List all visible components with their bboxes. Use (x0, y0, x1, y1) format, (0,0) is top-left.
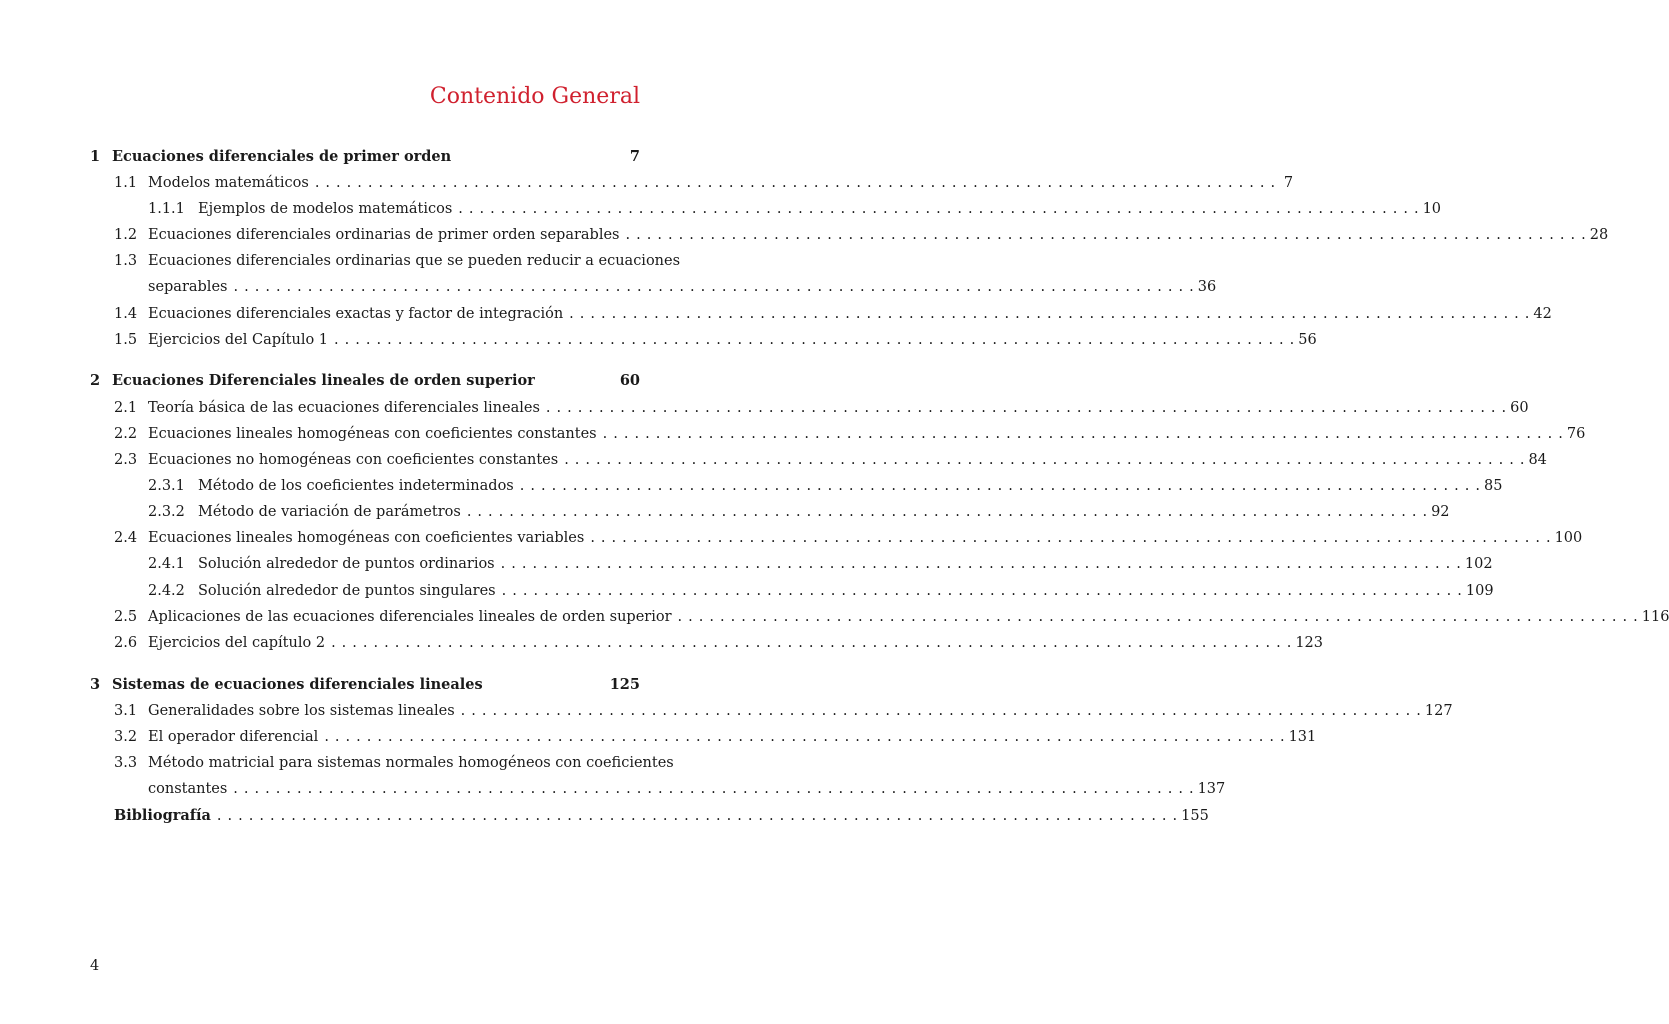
toc-page-number: 85 (1484, 478, 1503, 494)
toc-dot-leader (678, 604, 1638, 630)
toc-title: Ecuaciones lineales homogéneas con coeficientes constantes (148, 426, 597, 442)
toc-number: 1.1.1 (148, 201, 185, 217)
toc-title: separables (148, 279, 228, 295)
toc-page-number: 131 (1288, 729, 1317, 745)
toc-page-number: 28 (1589, 227, 1609, 243)
toc-page-number: 84 (1528, 452, 1547, 468)
toc-title: Ejemplos de modelos matemáticos (198, 201, 453, 217)
toc-page-number: 109 (1465, 583, 1494, 599)
toc-number: 1.3 (114, 253, 138, 269)
toc-entry (114, 724, 1317, 750)
toc-title: Teoría básica de las ecuaciones diferenciales lineales (148, 400, 540, 416)
toc-dot-leader (569, 301, 1529, 327)
toc-number: 2.3 (114, 452, 138, 468)
toc-page-number: 92 (1431, 504, 1450, 520)
toc-page-number: 36 (1197, 279, 1217, 295)
toc-number: 1.2 (114, 227, 138, 243)
toc-title: Ecuaciones Diferenciales lineales de orden superior (112, 372, 535, 389)
toc-title: Ecuaciones diferenciales ordinarias que se pueden reducir a ecuaciones (148, 253, 681, 269)
toc-page-number: 123 (1295, 635, 1324, 651)
toc-dot-leader (324, 724, 1284, 750)
toc-entry (148, 196, 1442, 222)
toc-entry (114, 395, 1529, 421)
toc-chapter (90, 672, 640, 698)
toc-chapter (90, 144, 640, 170)
toc-entry (114, 630, 1324, 656)
toc-dot-leader (331, 630, 1291, 656)
toc-number: 1 (90, 148, 101, 165)
toc-title: Método de los coeficientes indeterminados (198, 478, 514, 494)
toc-title: Ejercicios del capítulo 2 (148, 635, 326, 651)
toc-page-number: 56 (1298, 332, 1317, 348)
toc-entry (148, 551, 1493, 577)
toc-title: Aplicaciones de las ecuaciones diferenciales lineales de orden superior (148, 609, 672, 625)
toc-number: 2.3.2 (148, 504, 185, 520)
toc-page-number: 100 (1554, 530, 1583, 546)
toc-number: 2.1 (114, 400, 138, 416)
toc-entry (114, 170, 1294, 196)
toc-entry (114, 604, 1669, 630)
toc-entry (114, 698, 1453, 724)
toc-bibliography (114, 803, 1209, 829)
toc-title: El operador diferencial (148, 729, 319, 745)
toc-dot-leader (520, 473, 1480, 499)
toc-dot-leader (546, 395, 1506, 421)
toc-number: 2.4 (114, 530, 138, 546)
toc-entry (114, 447, 1547, 473)
toc-page-number: 155 (1181, 808, 1209, 824)
toc-number: 1.5 (114, 332, 138, 348)
toc-page-number: 127 (1424, 703, 1453, 719)
toc-entry (114, 327, 1317, 353)
toc-entry (114, 222, 1609, 248)
toc-title: Ecuaciones diferenciales exactas y factor de integración (148, 306, 564, 322)
toc-entry (148, 499, 1450, 525)
toc-page-number: 60 (1510, 400, 1529, 416)
toc-page-number: 137 (1197, 781, 1226, 797)
toc-dot-leader (626, 222, 1586, 248)
toc-entry (148, 274, 1217, 300)
toc-number: 2.4.1 (148, 556, 185, 572)
page-number: 4 (90, 958, 100, 974)
toc-entry (148, 776, 1226, 802)
toc-chapter (90, 368, 640, 394)
toc-title: Ejercicios del Capítulo 1 (148, 332, 329, 348)
toc-title: Modelos matemáticos (148, 175, 309, 191)
toc-title: Bibliografía (114, 807, 211, 824)
toc-number: 2.4.2 (148, 583, 185, 599)
toc-title: Sistemas de ecuaciones diferenciales lineales (112, 676, 483, 693)
toc-dot-leader (603, 421, 1563, 447)
toc-page-number: 116 (1641, 609, 1669, 625)
toc-page-number: 76 (1566, 426, 1586, 442)
toc-title: Ecuaciones lineales homogéneas con coeficientes variables (148, 530, 585, 546)
toc-dot-leader (458, 196, 1418, 222)
toc-dot-leader (233, 274, 1193, 300)
toc-dot-leader (501, 551, 1461, 577)
toc-dot-leader (233, 776, 1193, 802)
toc-title: constantes (148, 781, 228, 797)
toc-dot-leader (590, 525, 1550, 551)
toc-dot-leader (502, 578, 1462, 604)
toc-page-number: 7 (1283, 175, 1294, 191)
toc-page-number: 10 (1422, 201, 1442, 217)
toc-entry (114, 525, 1583, 551)
toc-title: Solución alrededor de puntos singulares (198, 583, 496, 599)
toc-title: Método de variación de parámetros (198, 504, 461, 520)
toc-number: 2 (90, 372, 101, 389)
toc-dot-leader (334, 327, 1294, 353)
toc-page-number: 125 (609, 676, 640, 693)
toc-page-number: 7 (629, 148, 640, 165)
toc-entry (114, 750, 674, 776)
toc-entry (114, 421, 1586, 447)
toc-number: 2.6 (114, 635, 138, 651)
toc-number: 1.4 (114, 306, 138, 322)
toc-title: Ecuaciones diferenciales de primer orden (112, 148, 452, 165)
toc-entry (148, 473, 1503, 499)
toc-page-number: 60 (619, 372, 640, 389)
toc-page-number: 42 (1533, 306, 1552, 322)
toc-dot-leader (564, 447, 1524, 473)
toc-dot-leader (467, 499, 1427, 525)
toc-entry (114, 248, 681, 274)
toc-number: 2.5 (114, 609, 138, 625)
toc-dot-leader (217, 803, 1177, 829)
toc-entry (148, 578, 1494, 604)
toc-title: Generalidades sobre los sistemas lineales (148, 703, 455, 719)
toc-page-number: 102 (1464, 556, 1493, 572)
toc-number: 2.2 (114, 426, 138, 442)
toc-number: 3.2 (114, 729, 138, 745)
page-title: Contenido General (429, 84, 640, 109)
toc-number: 3.3 (114, 755, 138, 771)
toc-dot-leader (315, 170, 1275, 196)
toc-number: 2.3.1 (148, 478, 185, 494)
toc-entry (114, 301, 1552, 327)
toc-title: Solución alrededor de puntos ordinarios (198, 556, 495, 572)
toc-title: Ecuaciones no homogéneas con coeficientes constantes (148, 452, 559, 468)
toc-title: Ecuaciones diferenciales ordinarias de primer orden separables (148, 227, 620, 243)
toc-number: 1.1 (114, 175, 138, 191)
toc-title: Método matricial para sistemas normales homogéneos con coeficientes (148, 755, 674, 771)
toc-dot-leader (461, 698, 1421, 724)
toc-number: 3 (90, 676, 101, 693)
toc-number: 3.1 (114, 703, 138, 719)
